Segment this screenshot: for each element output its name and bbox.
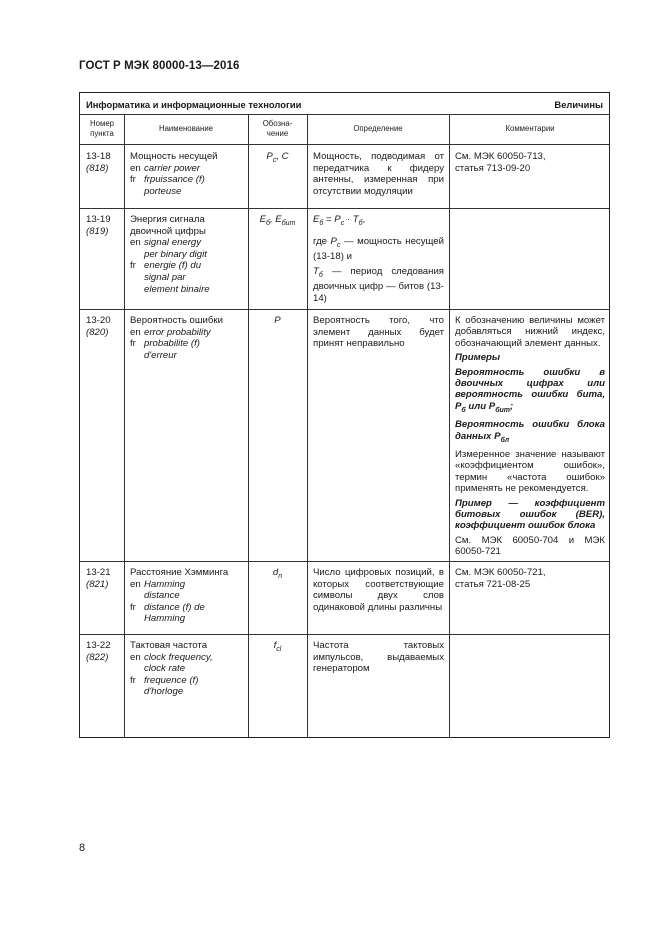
term-symbol: P [274, 315, 281, 326]
definition-formula: $E_б = P_c \cdot T_б$, [313, 214, 366, 227]
column-header-symbol: Обозна- чение [262, 119, 293, 138]
term-definition: $E_б = P_c \cdot T_б$, где $P_c$ — мощность несущей (13-18) и $T_б$ — период следования двоичных цифр — битов (13-14) [313, 214, 444, 304]
term-definition: Вероятность того, что элемент данных будет принят неправильно [313, 315, 444, 350]
terms-table [79, 92, 610, 738]
term-symbol: $E_б$, $E_{бит}$ [259, 214, 296, 227]
term-name: Расстояние Хэмминга en Hamming distance fr distance (f) de Hamming [130, 567, 229, 625]
column-header-comments: Комментарии [505, 124, 555, 133]
page-number: 8 [79, 842, 86, 854]
document-title: ГОСТ Р МЭК 80000-13—2016 [79, 60, 240, 72]
section-title: Информатика и информационные технологии [86, 99, 302, 110]
table-row: 13-19 (819) [86, 214, 111, 237]
term-comments: К обозначению величины может добавляться нижний индекс, обозначающий элемент данных. Примеры Вероятность ошибки в двоичных цифрах или вероятность ошибки бита, $P_б$ или $P_{бит}$; Вероятность ошибки блока данных $P_{бл}$ Измеренное значение называют «коэффициентом ошибок», термин «частота ошибок» применять не рекомендуется. Пример — коэффициент битовых ошибок (BER), коэффициент ошибок блока См. МЭК 60050-704 и МЭК 60050-721 [455, 315, 605, 558]
term-name: Энергия сигнала двоичной цифры en signal energy per binary digit fr energie (f) du signal par element binaire [130, 214, 210, 295]
term-comments: См. МЭК 60050-721, статья 721-08-25 [455, 567, 546, 590]
term-definition: Мощность, подводимая от передатчика к фидеру антенны, измеренная при отсутствии модуляции [313, 151, 444, 197]
term-name: Мощность несущей en carrier power fr frpuissance (f) porteuse [130, 151, 218, 197]
term-symbol: $P_c$, C [266, 151, 289, 164]
column-header-definition: Определение [353, 124, 403, 133]
term-symbol: $d_n$ [272, 567, 283, 580]
table-row: 13-20 (820) [86, 315, 111, 338]
table-row: 13-21 (821) [86, 567, 111, 590]
section-subtitle: Величины [554, 99, 603, 110]
term-definition: Частота тактовых импульсов, выдаваемых генератором [313, 640, 444, 675]
term-symbol: $f_{cl}$ [273, 640, 282, 653]
term-definition: Число цифровых позиций, в которых соответствующие символы двух слов одинаковой длины различны [313, 567, 444, 613]
term-comments: См. МЭК 60050-713, статья 713-09-20 [455, 151, 546, 174]
term-name: Вероятность ошибки en error probability fr probabilite (f) d'erreur [130, 315, 223, 361]
column-header-number: Номер пункта [90, 119, 114, 138]
term-name: Тактовая частота en clock frequency, clock rate fr frequence (f) d'horloge [130, 640, 213, 698]
table-row: 13-18 (818) [86, 151, 111, 174]
column-header-name: Наименование [158, 124, 214, 133]
table-row: 13-22 (822) [86, 640, 111, 663]
